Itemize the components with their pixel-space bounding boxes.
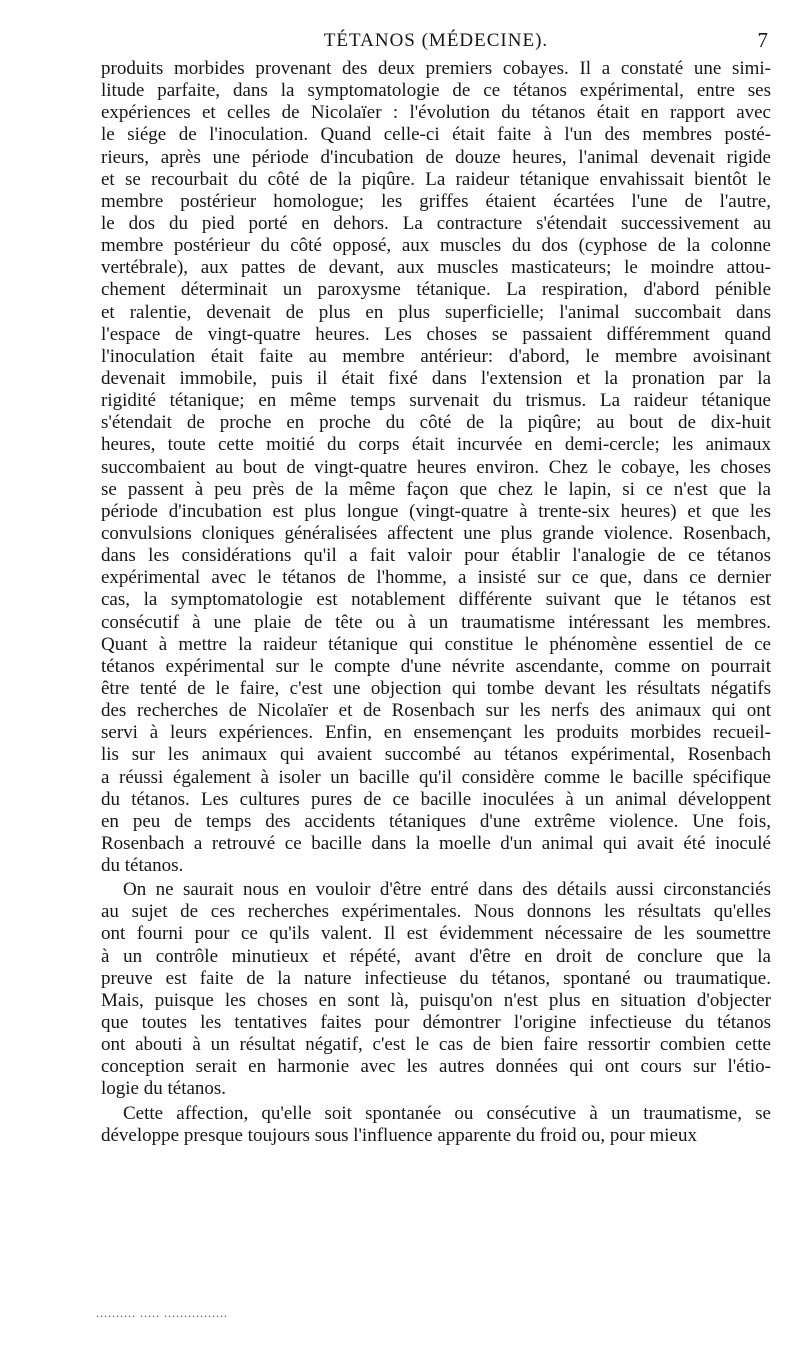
text-line: membre postérieur du côté opposé, aux muscles du dos (cyphose de la colonne [101,235,771,257]
text-line: l'espace de vingt-quatre heures. Les choses se passaient différemment quand [101,323,771,345]
text-line: ont abouti à un résultat négatif, c'est le cas de bien faire ressortir combien cette [101,1034,771,1056]
text-line: rigidité tétanique; en même temps survenait du trismus. La raideur tétanique [101,390,771,412]
text-line: preuve est faite de la nature infectieuse du tétanos, spontané ou traumatique. [101,967,771,989]
text-line: du tétanos. Les cultures pures de ce bacille inoculées à un animal développent [101,788,771,810]
text-line: se passent à peu près de la même façon que chez le lapin, si ce n'est que la [101,478,771,500]
text-line: devenait immobile, puis il était fixé dans l'extension et la pronation par la [101,367,771,389]
text-line: servi à leurs expériences. Enfin, en ensemençant les produits morbides recueil- [101,722,771,744]
running-title: TÉTANOS (MÉDECINE). [323,30,549,51]
text-line: produits morbides provenant des deux premiers cobayes. Il a constaté une simi- [101,58,771,79]
paragraph [101,879,771,1100]
text-line: membre postérieur homologue; les griffes étaient écartées l'une de l'autre, [101,190,771,212]
text-line: période d'incubation est plus longue (vingt-quatre à trente-six heures) et que les [101,500,771,522]
text-line: à un contrôle minutieux et répété, avant d'être en droit de conclure que la [101,945,771,967]
text-line: le siége de l'inoculation. Quand celle-ci était faite à l'un des membres posté- [101,124,771,146]
text-line: logie du tétanos. [101,1078,227,1100]
text-line: expérimental avec le tétanos de l'homme, a insisté sur ce que, dans ce dernier [101,567,771,589]
text-line: être tenté de le faire, c'est une objection qui tombe devant les résultats négatifs [101,677,771,699]
text-line: convulsions cloniques généralisées affectent une plus grande violence. Rosenbach, [101,522,771,544]
text-line: développe presque toujours sous l'influence apparente du froid ou, pour mieux [101,1124,697,1146]
text-line: cas, la symptomatologie est notablement différente suivant que le tétanos est [101,589,771,611]
text-line: tétanos expérimental sur le compte d'une névrite ascendante, comme on pourrait [101,655,771,677]
text-line: et ralentie, devenait de plus en plus superficielle; l'animal succombait dans [101,301,771,323]
text-line: a réussi également à isoler un bacille qu'il considère comme le bacille spécifique [101,766,771,788]
text-line: chement déterminait un paroxysme tétanique. La respiration, d'abord pénible [101,279,771,301]
text-line: heures, toute cette moitié du corps était incurvée en demi-cercle; les animaux [101,434,771,456]
body-text [101,58,771,1147]
page-header [100,26,772,56]
text-line: Cette affection, qu'elle soit spontanée ou consécutive à un traumatisme, se [123,1102,771,1124]
text-line: Quant à mettre la raideur tétanique qui constitue le phénomène essentiel de ce [101,633,771,655]
text-line: du tétanos. [101,855,184,877]
text-line: en peu de temps des accidents tétaniques d'une extrême violence. Une fois, [101,810,771,832]
footer-dots: .......... ..... ................ [96,1306,228,1320]
text-line: au sujet de ces recherches expérimentales. Nous donnons les résultats qu'elles [101,901,771,923]
text-line: expériences et celles de Nicolaïer : l'évolution du tétanos était en rapport avec [101,102,771,124]
text-line: le dos du pied porté en dehors. La contracture s'étendait successivement au [101,212,771,234]
text-line: Rosenbach a retrouvé ce bacille dans la moelle d'un animal qui avait été inoculé [101,832,771,854]
text-line: dans les considérations qu'il a fait valoir pour établir l'analogie de ce tétanos [101,545,771,567]
paragraph [101,1103,771,1147]
text-line: lis sur les animaux qui avaient succombé au tétanos expérimental, Rosenbach [101,744,771,766]
text-line: et se recourbait du côté de la piqûre. La raideur tétanique envahissait bientôt le [101,168,771,190]
text-line: consécutif à une plaie de tête ou à un traumatisme intéressant les membres. [101,611,771,633]
text-line: rieurs, après une période d'incubation de douze heures, l'animal devenait rigide [101,146,771,168]
text-line: des recherches de Nicolaïer et de Rosenbach sur les nerfs des animaux qui ont [101,700,771,722]
paragraph [101,58,771,877]
text-line: litude parfaite, dans la symptomatologie de ce tétanos expérimental, entre ses [101,80,771,102]
text-line: s'étendait de proche en proche du côté de la piqûre; au bout de dix-huit [101,412,771,434]
text-line: que toutes les tentatives faites pour démontrer l'origine infectieuse du tétanos [101,1012,771,1034]
text-line: vertébrale), aux pattes de devant, aux muscles masticateurs; le moindre attou- [101,257,771,279]
text-line: l'inoculation était faite au membre antérieur: d'abord, le membre avoisinant [101,345,771,367]
text-line: succombaient au bout de vingt-quatre heures environ. Chez le cobaye, les choses [101,456,771,478]
text-line: Mais, puisque les choses en sont là, puisqu'on n'est plus en situation d'objecter [101,989,771,1011]
page-number: 7 [757,28,768,52]
text-line: ont fourni pour ce qu'ils valent. Il est évidemment nécessaire de les soumettre [101,923,771,945]
text-line: On ne saurait nous en vouloir d'être entré dans des détails aussi circonstanciés [123,879,771,901]
text-line: conception serait en harmonie avec les autres données qui ont cours sur l'étio- [101,1056,771,1078]
